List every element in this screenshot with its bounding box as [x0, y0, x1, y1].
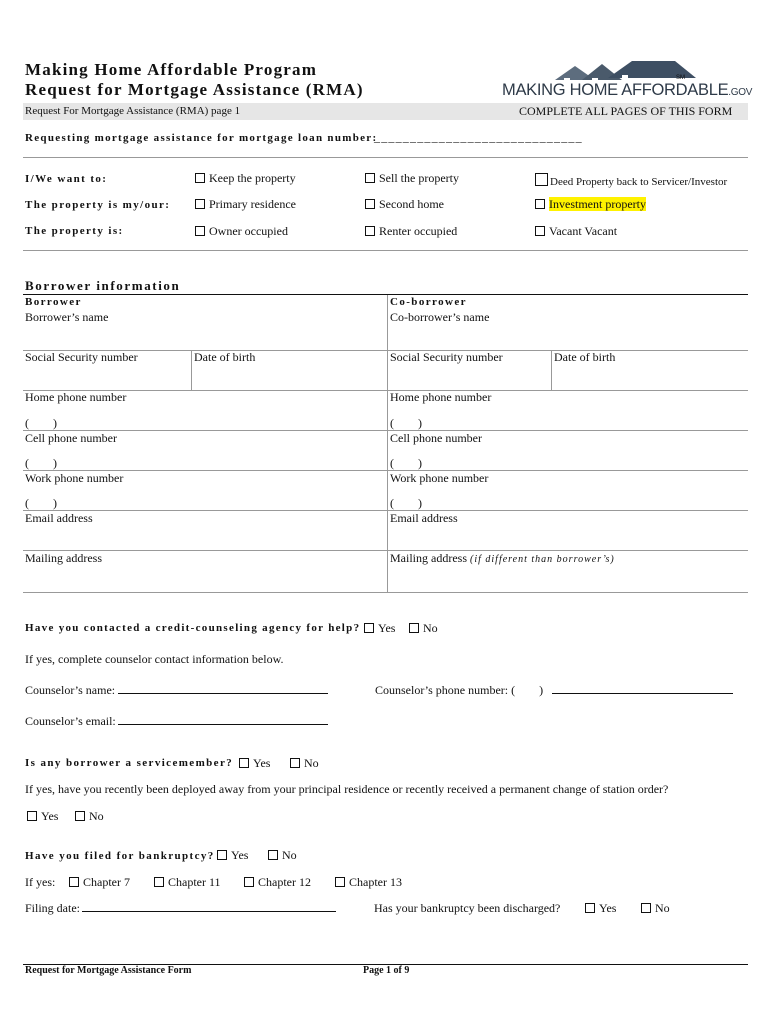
- coborrower-home-phone-field[interactable]: ( ): [390, 416, 422, 430]
- borrower-cell-phone-field[interactable]: ( ): [25, 456, 57, 470]
- making-home-affordable-logo: [500, 58, 755, 103]
- logo-text: MAKING HOME AFFORDABLE: [502, 81, 729, 99]
- counselor-phone-label: Counselor’s phone number: ( ): [375, 683, 544, 697]
- footer-form-name: Request for Mortgage Assistance Form: [25, 965, 192, 976]
- deployment-yes[interactable]: Yes: [27, 809, 58, 824]
- counselor-name-label: Counselor’s name:: [25, 683, 116, 697]
- borrower-name-field[interactable]: Borrower’s name: [25, 310, 109, 324]
- chapter-7-option[interactable]: Chapter 7: [69, 875, 130, 890]
- investment-property-option[interactable]: Investment property: [535, 197, 646, 212]
- checkbox[interactable]: [641, 903, 651, 913]
- checkbox[interactable]: [268, 850, 278, 860]
- borrower-home-phone-label: Home phone number: [25, 390, 127, 404]
- coborrower-dob-field[interactable]: Date of birth: [554, 350, 616, 364]
- deployment-no[interactable]: No: [75, 809, 104, 824]
- checkbox[interactable]: [535, 226, 545, 236]
- borrower-mailing-address-field[interactable]: Mailing address: [25, 551, 102, 565]
- coborrower-work-phone-label: Work phone number: [390, 471, 489, 485]
- checkbox[interactable]: [69, 877, 79, 887]
- coborrower-heading: Co-borrower: [390, 296, 467, 308]
- section-rule: [23, 294, 748, 295]
- title-line-1: Making Home Affordable Program: [25, 60, 318, 79]
- discharged-question: Has your bankruptcy been discharged?: [374, 901, 561, 915]
- divider: [23, 550, 748, 551]
- servicemember-no[interactable]: No: [290, 756, 319, 771]
- logo-sm-mark: SM: [676, 75, 685, 81]
- checkbox[interactable]: [217, 850, 227, 860]
- filing-date-input[interactable]: [82, 900, 336, 912]
- checkbox[interactable]: [335, 877, 345, 887]
- checkbox[interactable]: [535, 199, 545, 209]
- counselor-email-label: Counselor’s email:: [25, 714, 116, 728]
- divider: [23, 250, 748, 251]
- checkbox[interactable]: [365, 226, 375, 236]
- owner-occupied-option[interactable]: Owner occupied: [195, 224, 288, 239]
- if-yes-label: If yes:: [25, 875, 56, 889]
- form-subtitle: Request For Mortgage Assistance (RMA) page 1: [25, 105, 241, 117]
- second-home-option[interactable]: Second home: [365, 197, 444, 212]
- counselor-phone-input[interactable]: [552, 682, 733, 694]
- sell-property-option[interactable]: Sell the property: [365, 171, 459, 186]
- servicemember-question: Is any borrower a servicemember?: [25, 757, 234, 769]
- primary-residence-option[interactable]: Primary residence: [195, 197, 296, 212]
- checkbox[interactable]: [27, 811, 37, 821]
- chapter-11-option[interactable]: Chapter 11: [154, 875, 221, 890]
- want-to-label: I/We want to:: [25, 173, 108, 185]
- checkbox[interactable]: [585, 903, 595, 913]
- vacant-option[interactable]: Vacant Vacant: [535, 224, 617, 239]
- discharged-no[interactable]: No: [641, 901, 670, 916]
- title-line-2: Request for Mortgage Assistance (RMA): [25, 80, 364, 99]
- counselor-name-input[interactable]: [118, 682, 328, 694]
- coborrower-cell-phone-field[interactable]: ( ): [390, 456, 422, 470]
- divider: [23, 470, 748, 471]
- credit-counseling-question: Have you contacted a credit-counseling agency for help?: [25, 622, 361, 634]
- counselor-email-input[interactable]: [118, 713, 328, 725]
- logo-suffix: .GOV: [728, 87, 753, 98]
- servicemember-yes[interactable]: Yes: [239, 756, 270, 771]
- loan-number-field[interactable]: _____________________________: [374, 130, 583, 144]
- renter-occupied-option[interactable]: Renter occupied: [365, 224, 457, 239]
- coborrower-ssn-field[interactable]: Social Security number: [390, 350, 503, 364]
- checkbox[interactable]: [409, 623, 419, 633]
- checkbox[interactable]: [75, 811, 85, 821]
- coborrower-home-phone-label: Home phone number: [390, 390, 492, 404]
- deployment-question: If yes, have you recently been deployed away from your principal residence or recently received a permanent change of station order?: [25, 782, 669, 796]
- coborrower-email-field[interactable]: Email address: [390, 511, 458, 525]
- coborrower-name-field[interactable]: Co-borrower’s name: [390, 310, 490, 324]
- coborrower-work-phone-field[interactable]: ( ): [390, 496, 422, 510]
- coborrower-mailing-address-field[interactable]: Mailing address (if different than borrower’s): [390, 551, 615, 565]
- coborrower-cell-phone-label: Cell phone number: [390, 431, 482, 445]
- property-is-label: The property is:: [25, 225, 124, 237]
- checkbox[interactable]: [239, 758, 249, 768]
- credit-counseling-yes[interactable]: Yes: [364, 621, 395, 636]
- bankruptcy-no[interactable]: No: [268, 848, 297, 863]
- checkbox[interactable]: [195, 199, 205, 209]
- chapter-12-option[interactable]: Chapter 12: [244, 875, 311, 890]
- checkbox[interactable]: [365, 199, 375, 209]
- checkbox[interactable]: [364, 623, 374, 633]
- borrower-ssn-field[interactable]: Social Security number: [25, 350, 138, 364]
- checkbox[interactable]: [195, 226, 205, 236]
- checkbox[interactable]: [535, 173, 548, 186]
- borrower-info-heading: Borrower information: [25, 278, 181, 293]
- counselor-instruction: If yes, complete counselor contact information below.: [25, 652, 284, 666]
- borrower-work-phone-field[interactable]: ( ): [25, 496, 57, 510]
- borrower-dob-field[interactable]: Date of birth: [194, 350, 256, 364]
- deed-property-option[interactable]: Deed Property back to Servicer/Investor: [535, 173, 727, 188]
- borrower-home-phone-field[interactable]: ( ): [25, 416, 57, 430]
- divider: [23, 592, 748, 593]
- divider: [23, 430, 748, 431]
- chapter-13-option[interactable]: Chapter 13: [335, 875, 402, 890]
- checkbox[interactable]: [195, 173, 205, 183]
- column-divider: [387, 295, 388, 592]
- loan-number-label: Requesting mortgage assistance for mortgage loan number:: [25, 132, 378, 144]
- complete-notice: COMPLETE ALL PAGES OF THIS FORM: [519, 104, 733, 118]
- footer-page-number: Page 1 of 9: [363, 965, 410, 976]
- divider: [23, 390, 748, 391]
- borrower-heading: Borrower: [25, 296, 82, 308]
- borrower-work-phone-label: Work phone number: [25, 471, 124, 485]
- checkbox[interactable]: [154, 877, 164, 887]
- cell-divider: [191, 350, 192, 390]
- filing-date-label: Filing date:: [25, 901, 80, 915]
- property-is-my-label: The property is my/our:: [25, 199, 171, 211]
- borrower-email-field[interactable]: Email address: [25, 511, 93, 525]
- divider: [23, 157, 748, 158]
- divider: [23, 510, 748, 511]
- bankruptcy-question: Have you filed for bankruptcy?: [25, 850, 215, 862]
- bankruptcy-yes[interactable]: Yes: [217, 848, 248, 863]
- checkbox[interactable]: [244, 877, 254, 887]
- checkbox[interactable]: [290, 758, 300, 768]
- borrower-cell-phone-label: Cell phone number: [25, 431, 117, 445]
- cell-divider: [551, 350, 552, 390]
- checkbox[interactable]: [365, 173, 375, 183]
- discharged-yes[interactable]: Yes: [585, 901, 616, 916]
- credit-counseling-no[interactable]: No: [409, 621, 438, 636]
- keep-property-option[interactable]: Keep the property: [195, 171, 296, 186]
